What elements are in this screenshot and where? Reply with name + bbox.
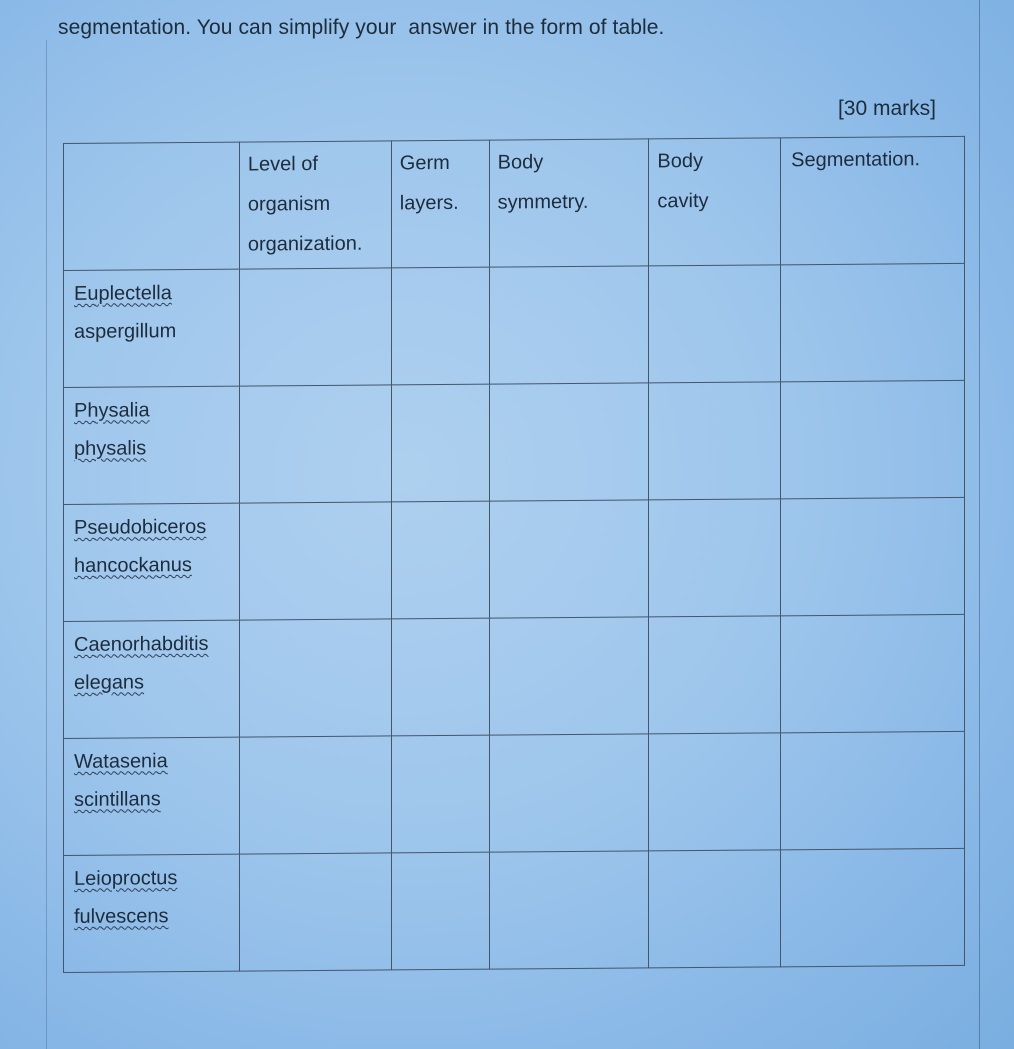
table-row [64, 614, 965, 738]
header-corner-cell [64, 142, 240, 270]
paper-left-edge [46, 40, 47, 1049]
header-segmentation [781, 136, 965, 264]
table-row [64, 497, 965, 621]
answer-cell[interactable] [239, 736, 391, 854]
answer-cell[interactable] [649, 382, 781, 500]
answer-cell[interactable] [649, 733, 781, 851]
answer-cell[interactable] [239, 268, 391, 386]
header-line: organization. [247, 232, 363, 256]
answer-cell[interactable] [489, 500, 649, 618]
species-genus: Caenorhabditis [74, 632, 209, 656]
answer-cell[interactable] [781, 497, 965, 615]
header-line: organism [247, 192, 331, 216]
answer-cell[interactable] [489, 617, 649, 735]
answer-cell[interactable] [649, 616, 781, 734]
marks-label: [30 marks] [837, 97, 936, 120]
species-cell [64, 620, 240, 738]
header-line: Germ [399, 151, 450, 175]
header-line: layers. [399, 191, 459, 215]
species-epithet: elegans [74, 671, 145, 694]
answer-cell[interactable] [781, 263, 965, 381]
header-level-of-organization [239, 141, 391, 269]
header-row [64, 136, 965, 270]
table-row [64, 263, 965, 387]
species-cell [64, 737, 240, 855]
answer-cell[interactable] [391, 852, 489, 970]
answer-cell[interactable] [489, 851, 649, 969]
paper-right-edge [979, 0, 980, 1049]
instruction-text: segmentation. You can simplify your answer in the form of table. [58, 16, 665, 39]
answer-cell[interactable] [489, 266, 649, 384]
header-line: Body [497, 151, 544, 174]
species-epithet: hancockanus [74, 553, 192, 577]
species-cell [64, 386, 240, 504]
table-row [64, 848, 965, 972]
table-row [64, 380, 965, 504]
answer-cell[interactable] [239, 502, 391, 620]
species-genus: Watasenia [74, 750, 168, 773]
species-epithet: physalis [74, 437, 147, 460]
answer-cell[interactable] [239, 385, 391, 503]
table-row [64, 731, 965, 855]
answer-cell[interactable] [391, 618, 489, 736]
answer-cell[interactable] [649, 265, 781, 383]
header-line: Body [657, 149, 704, 173]
classification-table [63, 136, 965, 973]
header-body-cavity [649, 138, 781, 266]
species-genus: Pseudobiceros [74, 515, 207, 539]
answer-cell[interactable] [781, 731, 965, 849]
species-cell [64, 269, 240, 387]
header-line: Level of [247, 152, 318, 176]
species-cell [64, 854, 240, 972]
answer-cell[interactable] [649, 850, 781, 968]
species-cell [64, 503, 240, 621]
answer-cell[interactable] [391, 384, 489, 502]
answer-cell[interactable] [489, 383, 649, 501]
answer-cell[interactable] [781, 848, 965, 966]
species-genus: Leioproctus [74, 867, 178, 890]
header-line: cavity [657, 189, 709, 213]
answer-cell[interactable] [649, 499, 781, 617]
answer-cell[interactable] [489, 734, 649, 852]
answer-cell[interactable] [781, 380, 965, 498]
answer-cell[interactable] [239, 853, 391, 971]
header-germ-layers [391, 140, 489, 268]
answer-cell[interactable] [391, 267, 489, 385]
species-genus: Euplectella [74, 282, 172, 305]
header-line: Segmentation. [791, 148, 921, 172]
answer-cell[interactable] [239, 619, 391, 737]
species-epithet: aspergillum [74, 320, 177, 343]
species-epithet: scintillans [74, 788, 161, 811]
species-genus: Physalia [74, 399, 150, 422]
answer-cell[interactable] [781, 614, 965, 732]
header-body-symmetry [489, 139, 649, 267]
answer-cell[interactable] [391, 501, 489, 619]
header-line: symmetry. [497, 190, 589, 214]
species-epithet: fulvescens [74, 905, 169, 928]
answer-cell[interactable] [391, 735, 489, 853]
